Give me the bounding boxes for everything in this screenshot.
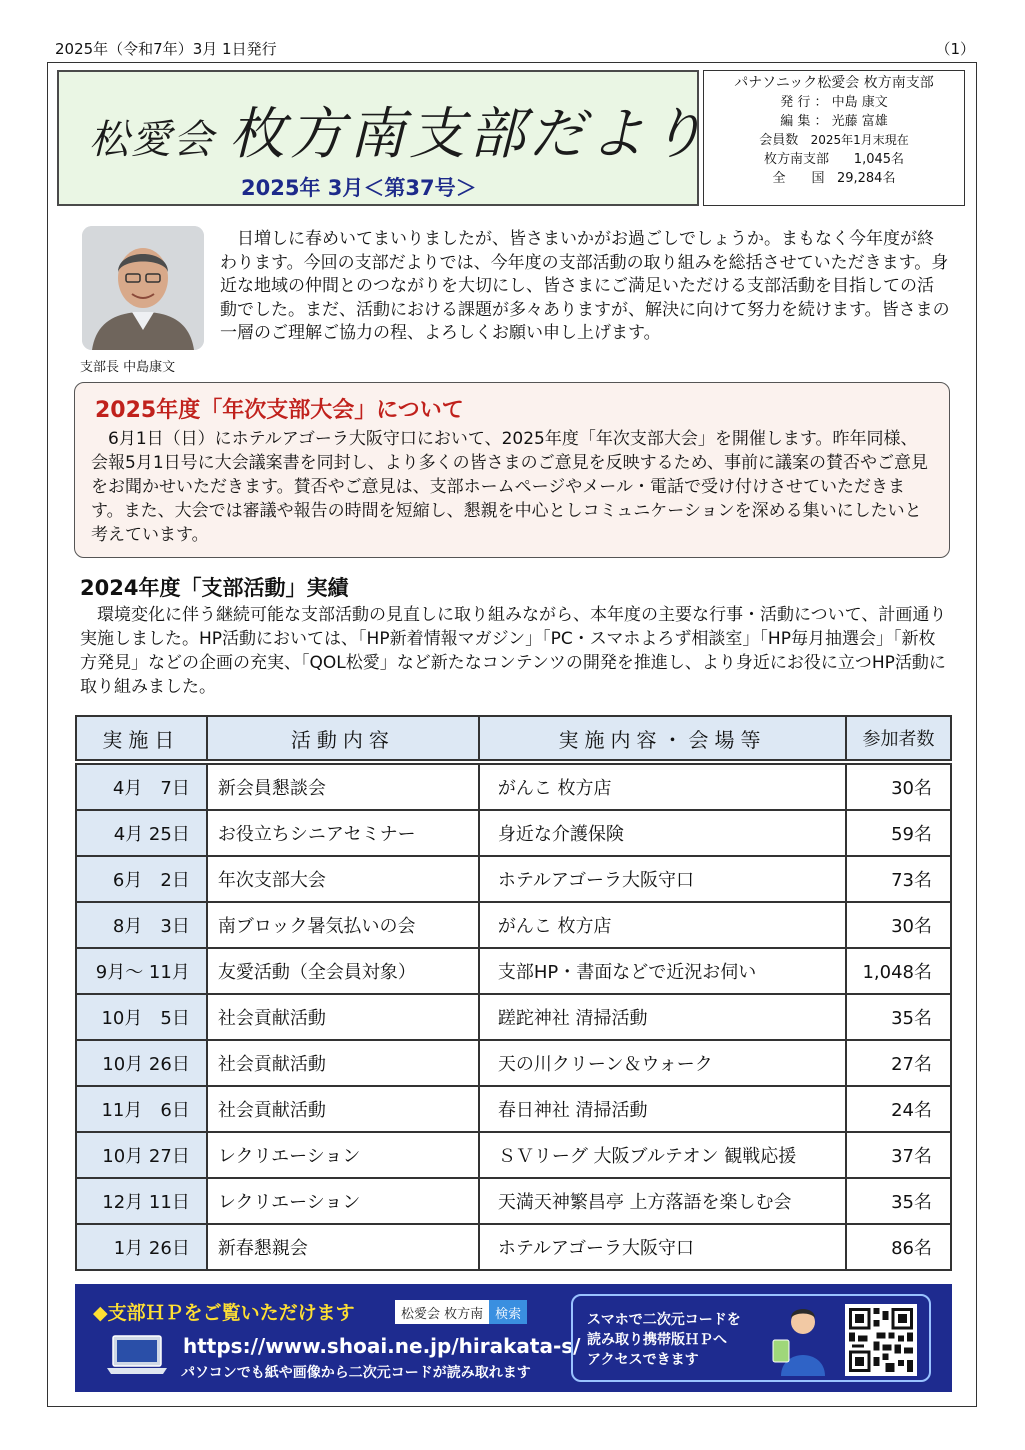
cell-venue: 春日神社 清掃活動 [479,1086,846,1132]
cell-activity: お役立ちシニアセミナー [207,810,479,856]
cell-venue: ホテルアゴーラ大阪守口 [479,1224,846,1270]
search-button[interactable]: 検索 [489,1300,527,1324]
cell-venue: 身近な介護保険 [479,810,846,856]
qr-text-line3: アクセスできます [587,1352,699,1368]
table-row [76,1040,951,1086]
cell-activity: 友愛活動（全会員対象） [207,948,479,994]
info-members-label: 会員数 [759,133,799,148]
table-row [76,856,951,902]
cell-venue: がんこ 枚方店 [479,764,846,810]
issue-date: 2025年（令和7年）3月 1日発行 [55,40,277,58]
info-national-count: 29,284名 [836,171,896,186]
homepage-banner [75,1284,952,1392]
table-row [76,1132,951,1178]
cell-activity: 南ブロック暑気払いの会 [207,902,479,948]
table-row [76,1086,951,1132]
cell-count: 30名 [846,902,951,948]
cell-count: 27名 [846,1040,951,1086]
cell-count: 35名 [846,994,951,1040]
table-row [76,1178,951,1224]
cell-count: 86名 [846,1224,951,1270]
info-editor: 編 集 ： 光藤 富雄 [780,114,888,129]
header-activity: 活動内容 [207,716,479,760]
info-members-date: 2025年1月末現在 [810,133,909,147]
laptop-icon [105,1334,169,1376]
cell-date: 12月 11日 [76,1178,207,1224]
header-venue: 実施内容・会場等 [479,716,846,760]
masthead-title [89,90,709,170]
info-org: パナソニック松愛会 枚方南支部 [734,75,934,91]
cell-venue: ホテルアゴーラ大阪守口 [479,856,846,902]
homepage-url[interactable]: https://www.shoai.ne.jp/hirakata-s/ [183,1334,581,1358]
cell-venue: 天の川クリーン＆ウォーク [479,1040,846,1086]
top-meta [55,38,975,59]
cell-activity: レクリエーション [207,1178,479,1224]
cell-date: 9月～ 11月 [76,948,207,994]
cell-venue: 支部HP・書面などで近況お伺い [479,948,846,994]
cell-activity: 年次支部大会 [207,856,479,902]
section-title: 2024年度「支部活動」実績 [80,576,349,600]
qr-panel [571,1294,931,1382]
cell-date: 8月 3日 [76,902,207,948]
cell-venue: 蹉跎神社 清掃活動 [479,994,846,1040]
cell-date: 11月 6日 [76,1086,207,1132]
portrait-caption: 支部長 中島康文 [80,360,176,375]
header-date: 実施日 [76,716,207,760]
cell-date: 10月 5日 [76,994,207,1040]
cell-venue: ＳＶリーグ 大阪ブルテオン 観戦応援 [479,1132,846,1178]
section-body [80,603,950,699]
page-number: （1） [935,40,975,58]
portrait-photo [82,226,204,350]
cell-date: 10月 26日 [76,1040,207,1086]
cell-count: 37名 [846,1132,951,1178]
masthead [57,70,709,206]
cell-activity: 新春懇親会 [207,1224,479,1270]
notice-title: 2025年度「年次支部大会」について [95,398,464,423]
activity-table [75,715,952,1271]
cell-date: 1月 26日 [76,1224,207,1270]
info-publisher: 発 行 ： 中島 康文 [780,95,888,110]
cell-date: 4月 7日 [76,764,207,810]
search-box[interactable] [395,1300,527,1324]
cell-activity: 新会員懇談会 [207,764,479,810]
search-query[interactable]: 松愛会 枚方南 [395,1300,489,1324]
cell-activity: 社会貢献活動 [207,994,479,1040]
info-branch-count: 1,045名 [853,152,905,167]
cell-count: 35名 [846,1178,951,1224]
cell-count: 1,048名 [846,948,951,994]
masthead-issue: 2025年 3月＜第37号＞ [241,176,477,200]
intro-greeting [220,228,950,346]
cell-count: 59名 [846,810,951,856]
person-phone-icon [769,1304,829,1376]
banner-title: ◆支部ＨＰをご覧いただけます [93,1302,355,1324]
notice-text: 6月1日（日）にホテルアゴーラ大阪守口において、2025年度「年次支部大会」を開催します。昨年同様、会報5月1日号に大会議案書を同封し、より多くの皆さまのご意見を反映するため、事前に議案の賛否やご意見をお聞かせいただきます。賛否やご意見は、支部ホームページやメール・電話で受け付けさせていただきます。また、大会では審議や報告の時間を短縮し、懇親を中心としコミュニケーションを深める集いにしたいと考えています。 [91,429,928,545]
table-header-row [76,716,951,760]
qr-text [587,1310,741,1370]
table-row [76,948,951,994]
cell-activity: レクリエーション [207,1132,479,1178]
cell-activity: 社会貢献活動 [207,1086,479,1132]
qr-code-icon[interactable] [845,1304,917,1376]
table-row [76,902,951,948]
masthead-title-small: 松愛会 [89,117,215,163]
qr-text-line1: スマホで二次元コードを [587,1312,741,1328]
notice-box [74,382,950,558]
cell-count: 73名 [846,856,951,902]
table-row [76,764,951,810]
table-row [76,810,951,856]
info-branch-label: 枚方南支部 [763,152,829,167]
portrait-icon [82,226,204,350]
cell-venue: 天満天神繁昌亭 上方落語を楽しむ会 [479,1178,846,1224]
cell-count: 30名 [846,764,951,810]
table-row [76,994,951,1040]
info-national-label: 全 国 [772,171,825,186]
cell-date: 10月 27日 [76,1132,207,1178]
intro-text: 日増しに春めいてまいりましたが、皆さまいかがお過ごしでしょうか。まもなく今年度が終わります。今回の支部だよりでは、今年度の支部活動の取り組みを総括させていただきます。身近な地域の仲間とのつながりを大切にし、皆さまにご満足いただける支部活動を目指しての活動でした。まだ、活動における課題が多々ありますが、解決に向けて努力を続けます。皆さまの一層のご理解ご協力の程、よろしくお願い申し上げます。 [220,229,950,343]
qr-text-line2: 読み取り携帯版ＨＰへ [587,1332,727,1348]
info-box [703,70,965,206]
header-count: 参加者数 [846,716,951,760]
cell-venue: がんこ 枚方店 [479,902,846,948]
cell-date: 4月 25日 [76,810,207,856]
cell-date: 6月 2日 [76,856,207,902]
cell-count: 24名 [846,1086,951,1132]
table-row [76,1224,951,1270]
cell-activity: 社会貢献活動 [207,1040,479,1086]
section-text: 環境変化に伴う継続可能な支部活動の見直しに取り組みながら、本年度の主要な行事・活動について、計画通り実施しました。HP活動においては、「HP新着情報マガジン」「PC・スマホよろず相談室」「HP毎月抽選会」「新枚方発見」などの企画の充実、「QOL松愛」など新たなコンテンツの開発を推進し、より身近にお役に立つHP活動に取り組みました。 [80,605,947,697]
banner-subtext: パソコンでも紙や画像から二次元コードが読み取れます [181,1365,531,1381]
masthead-title-main: 枚方南支部だより [229,102,709,167]
